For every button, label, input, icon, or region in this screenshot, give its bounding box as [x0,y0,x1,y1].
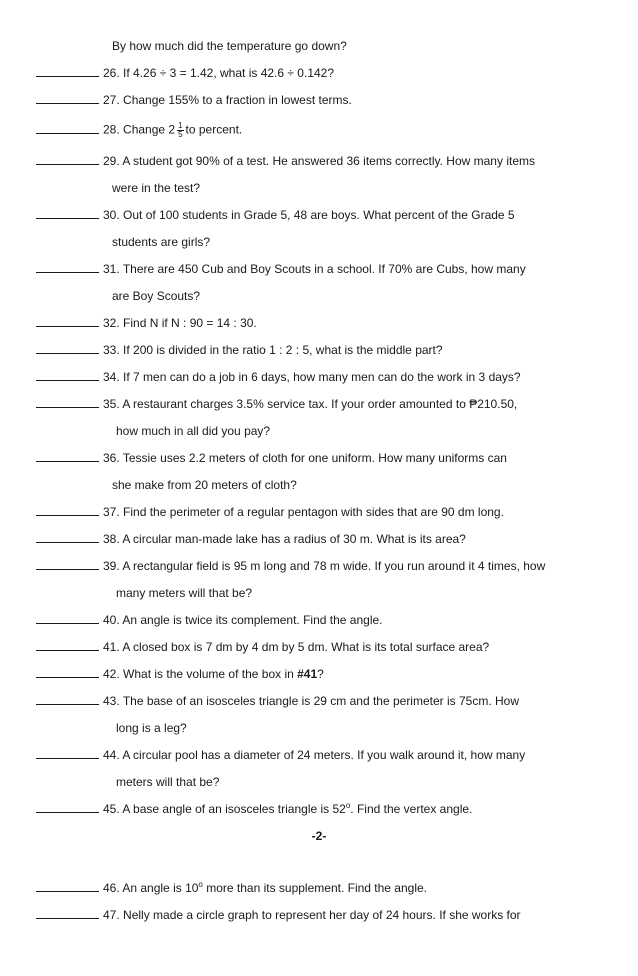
question-43-continued: long is a leg? [116,721,187,735]
question-33: 33. If 200 is divided in the ratio 1 : 2 : 5, what is the middle part? [36,343,443,357]
answer-blank[interactable] [36,123,99,134]
answer-blank[interactable] [36,370,99,381]
question-30-continued: students are girls? [112,235,211,249]
intro-line: By how much did the temperature go down? [112,39,347,53]
answer-blank[interactable] [36,694,99,705]
question-36-continued: she make from 20 meters of cloth? [112,478,297,492]
question-35-continued: how much in all did you pay? [116,424,271,438]
answer-blank[interactable] [36,397,99,408]
page-number: -2- [311,829,327,843]
question-38: 38. A circular man-made lake has a radius of 30 m. What is its area? [36,532,466,546]
answer-blank[interactable] [36,802,99,813]
question-26: 26. If 4.26 ÷ 3 = 1.42, what is 42.6 ÷ 0.142? [36,66,334,80]
answer-blank[interactable] [36,640,99,651]
answer-blank[interactable] [36,154,99,165]
answer-blank[interactable] [36,667,99,678]
question-29: 29. A student got 90% of a test. He answered 36 items correctly. How many items [36,154,535,168]
answer-blank[interactable] [36,613,99,624]
answer-blank[interactable] [36,505,99,516]
question-37: 37. Find the perimeter of a regular pentagon with sides that are 90 dm long. [36,505,504,519]
question-34: 34. If 7 men can do a job in 6 days, how many men can do the work in 3 days? [36,370,521,384]
question-35: 35. A restaurant charges 3.5% service tax. If your order amounted to ₱210.50, [36,397,517,411]
question-36: 36. Tessie uses 2.2 meters of cloth for one uniform. How many uniforms can [36,451,507,465]
question-44-continued: meters will that be? [116,775,220,789]
question-44: 44. A circular pool has a diameter of 24 meters. If you walk around it, how many [36,748,525,762]
answer-blank[interactable] [36,316,99,327]
answer-blank[interactable] [36,262,99,273]
question-29-continued: were in the test? [112,181,201,195]
question-42: 42. What is the volume of the box in #41? [36,667,324,681]
answer-blank[interactable] [36,451,99,462]
answer-blank[interactable] [36,532,99,543]
question-47: 47. Nelly made a circle graph to represent her day of 24 hours. If she works for [36,908,521,922]
question-39: 39. A rectangular field is 95 m long and 78 m wide. If you run around it 4 times, how [36,559,545,573]
question-46: 46. An angle is 10$^o$ more than its supplement. Find the angle. [36,881,427,895]
question-28: 28. Change 2 $\frac{1}{5}$ to percent. [36,122,242,139]
answer-blank[interactable] [36,66,99,77]
answer-blank[interactable] [36,208,99,219]
answer-blank[interactable] [36,93,99,104]
answer-blank[interactable] [36,908,99,919]
answer-blank[interactable] [36,881,99,892]
answer-blank[interactable] [36,343,99,354]
question-41: 41. A closed box is 7 dm by 4 dm by 5 dm. What is its total surface area? [36,640,489,654]
question-27: 27. Change 155% to a fraction in lowest terms. [36,93,352,107]
question-31: 31. There are 450 Cub and Boy Scouts in a school. If 70% are Cubs, how many [36,262,526,276]
question-32: 32. Find N if N : 90 = 14 : 30. [36,316,257,330]
question-39-continued: many meters will that be? [116,586,253,600]
question-31-continued: are Boy Scouts? [112,289,201,303]
question-45: 45. A base angle of an isosceles triangle is 52$^o$. Find the vertex angle. [36,802,472,816]
answer-blank[interactable] [36,748,99,759]
question-43: 43. The base of an isosceles triangle is 29 cm and the perimeter is 75cm. How [36,694,519,708]
question-30: 30. Out of 100 students in Grade 5, 48 are boys. What percent of the Grade 5 [36,208,515,222]
fraction: $\frac{1}{5}$ [178,121,183,139]
answer-blank[interactable] [36,559,99,570]
question-40: 40. An angle is twice its complement. Find the angle. [36,613,383,627]
